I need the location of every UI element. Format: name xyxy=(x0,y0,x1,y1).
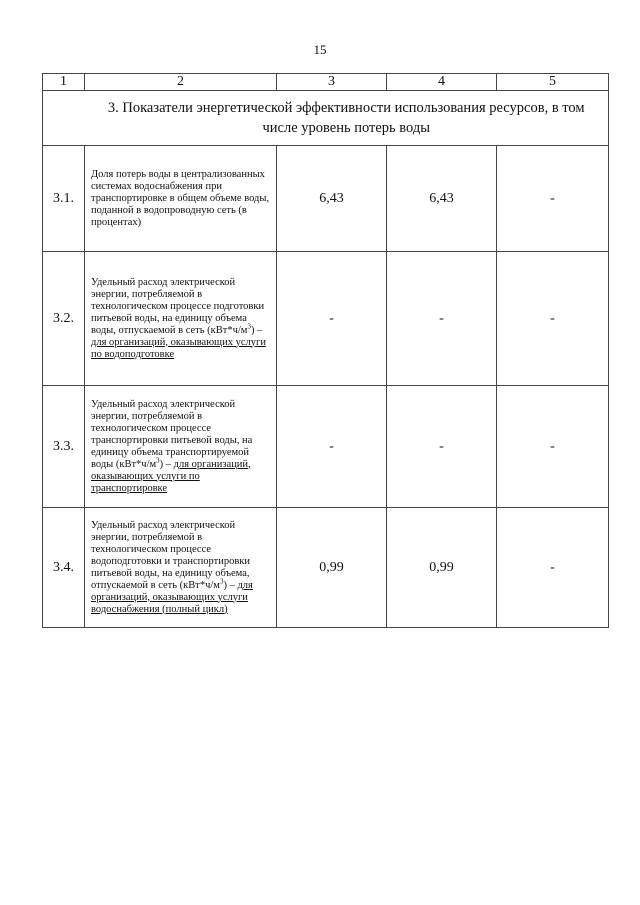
description-underlined: для организаций, оказывающих услуги водоснабжения (полный цикл) xyxy=(91,579,253,615)
row-value-col3: 6,43 xyxy=(277,146,387,252)
description-underlined: для организаций, оказывающих услуги по водоподготовке xyxy=(91,336,266,360)
row-value-col3: - xyxy=(277,252,387,386)
column-number-row xyxy=(43,74,609,91)
row-value-col4: - xyxy=(387,386,497,508)
description-underlined: для организаций, оказывающих услуги по транспортировке xyxy=(91,458,251,494)
page-number: 15 xyxy=(313,42,327,57)
description-text-after-sup: ) – xyxy=(223,579,238,591)
description-superscript: 3 xyxy=(156,456,160,464)
description-text: Удельный расход электрической энергии, потребляемой в технологическом процессе подготовки питьевой воды, на единицу объема воды, отпускаемой в сеть (кВт*ч/м xyxy=(91,276,265,336)
description-superscript: 3 xyxy=(219,577,224,585)
row-value-col4: 0,99 xyxy=(387,508,497,628)
row-number: 3.1. xyxy=(43,146,85,252)
column-header-5: 5 xyxy=(497,74,609,91)
row-value-col4: 6,43 xyxy=(387,146,497,252)
row-number: 3.3. xyxy=(43,386,85,508)
description-text: Удельный расход электрической энергии, потребляемой в технологическом процессе водоподготовки и транспортировки питьевой воды, на единицу объема, отпускаемой в сеть (кВт*ч/м xyxy=(91,519,251,591)
row-value-col5: - xyxy=(497,508,609,628)
row-number: 3.2. xyxy=(43,252,85,386)
column-header-2: 2 xyxy=(85,74,277,91)
table-row xyxy=(43,146,609,252)
row-description xyxy=(85,386,277,508)
section-title: 3. Показатели энергетической эффективности использования ресурсов, в том числе уровень потерь воды xyxy=(85,91,609,146)
table-row xyxy=(43,386,609,508)
indicators-table xyxy=(42,73,609,628)
row-value-col5: - xyxy=(497,252,609,386)
row-value-col3: - xyxy=(277,386,387,508)
column-header-1: 1 xyxy=(43,74,85,91)
description-text: Удельный расход электрической энергии, потребляемой в технологическом процессе транспортировки питьевой воды, на единицу объема транспортируемой воды (кВт*ч/м xyxy=(91,398,253,470)
row-description xyxy=(85,252,277,386)
row-value-col3: 0,99 xyxy=(277,508,387,628)
description-superscript: 3 xyxy=(247,322,251,330)
column-header-3: 3 xyxy=(277,74,387,91)
description-text: Доля потерь воды в централизованных системах водоснабжения при транспортировке в общем объеме воды, поданной в водопроводную сеть (в процентах) xyxy=(91,168,270,228)
row-number: 3.4. xyxy=(43,508,85,628)
section-spacer-cell xyxy=(43,91,85,146)
table-row xyxy=(43,252,609,386)
row-description xyxy=(85,146,277,252)
table-row xyxy=(43,508,609,628)
row-value-col5: - xyxy=(497,146,609,252)
section-row xyxy=(43,91,609,146)
row-description xyxy=(85,508,277,628)
row-value-col4: - xyxy=(387,252,497,386)
description-text-after-sup: ) – xyxy=(250,324,263,336)
row-value-col5: - xyxy=(497,386,609,508)
column-header-4: 4 xyxy=(387,74,497,91)
description-text-after-sup: ) – xyxy=(159,458,174,470)
